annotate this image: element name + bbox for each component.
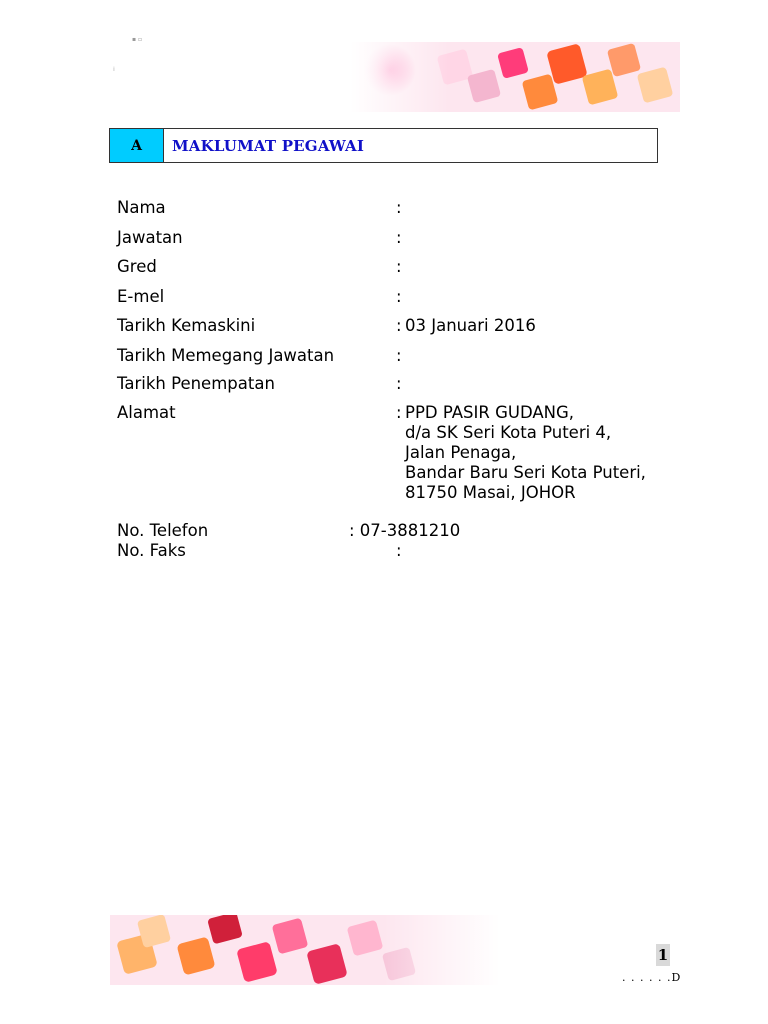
memegang-label: Tarikh Memegang Jawatan [117, 346, 335, 365]
emel-colon: : [396, 287, 402, 306]
alamat-label: Alamat [117, 403, 176, 422]
jawatan-label: Jawatan [117, 228, 183, 247]
section-header [109, 128, 658, 163]
section-letter: A [110, 129, 164, 162]
alamat-line: PPD PASIR GUDANG, [405, 403, 575, 422]
margin-mark: ⁞ [113, 66, 115, 73]
telefon-value: : 07-3881210 [349, 521, 461, 540]
emel-label: E-mel [117, 287, 165, 306]
alamat-line: d/a SK Seri Kota Puteri 4, [405, 423, 612, 442]
gred-colon: : [396, 257, 402, 276]
kemaskini-label: Tarikh Kemaskini [117, 316, 256, 335]
telefon-label: No. Telefon [117, 521, 209, 540]
alamat-line: Bandar Baru Seri Kota Puteri, [405, 463, 646, 482]
page-number: 1 [657, 946, 669, 964]
memegang-colon: : [396, 346, 402, 365]
jawatan-colon: : [396, 228, 402, 247]
gred-label: Gred [117, 257, 157, 276]
footer-code: . . . . . .D [622, 971, 682, 984]
faks-colon: : [396, 541, 402, 560]
nama-colon: : [396, 198, 402, 217]
corner-mark: ▪ ▫ [132, 36, 143, 43]
alamat-line: 81750 Masai, JOHOR [405, 483, 576, 502]
footer-decorative-banner [110, 915, 500, 985]
penempatan-colon: : [396, 374, 402, 393]
penempatan-label: Tarikh Penempatan [117, 374, 275, 393]
header-decorative-banner [350, 42, 680, 112]
nama-label: Nama [117, 198, 166, 217]
alamat-colon: : [396, 403, 402, 422]
faks-label: No. Faks [117, 541, 186, 560]
section-title: MAKLUMAT PEGAWAI [172, 136, 365, 155]
kemaskini-colon: : [396, 316, 402, 335]
kemaskini-value: 03 Januari 2016 [405, 316, 536, 335]
alamat-line: Jalan Penaga, [405, 443, 517, 462]
